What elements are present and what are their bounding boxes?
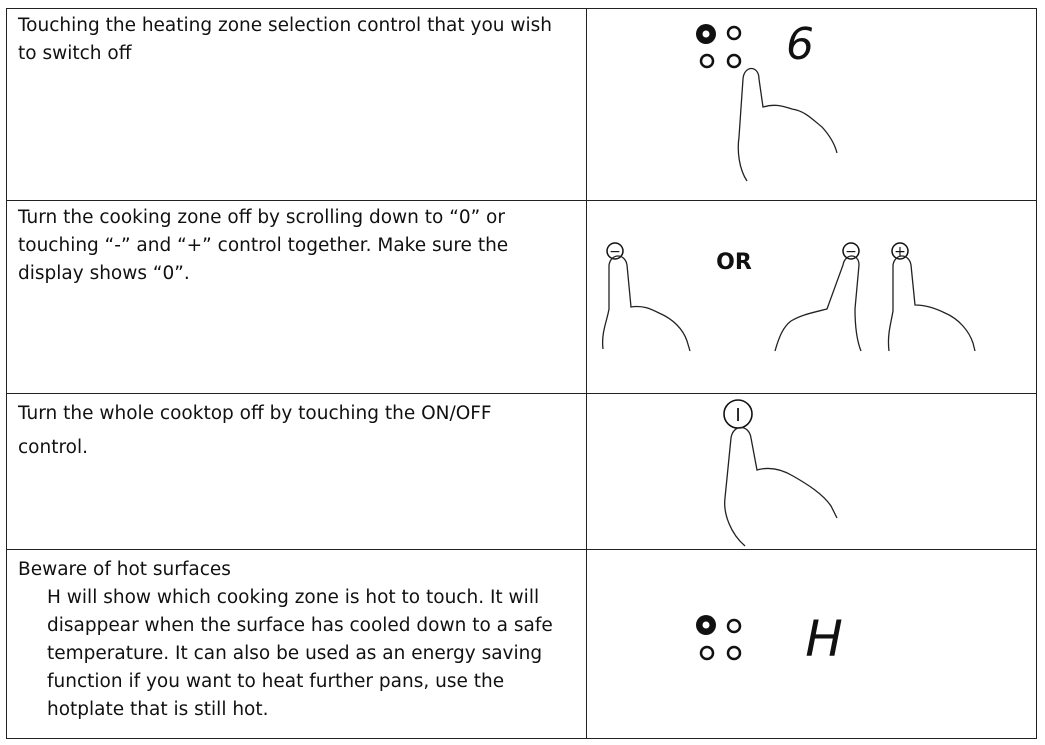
instruction-text: Touching the heating zone selection control that you wish to switch off (7, 9, 587, 200)
svg-text:−: − (609, 244, 621, 260)
instruction-text (7, 394, 587, 550)
table-row (7, 393, 1036, 550)
on-off-control-icon (724, 400, 752, 428)
pointing-hand-icon (888, 256, 975, 351)
minus-control-icon (607, 243, 623, 260)
illustration-cell (587, 201, 1036, 394)
illustration-cell (587, 394, 1036, 550)
display-letter: H (805, 610, 843, 668)
zone-selector-icon (696, 615, 740, 659)
table-row (7, 200, 1036, 394)
instruction-table (6, 8, 1037, 739)
instruction-text (7, 550, 587, 738)
illustration-cell (587, 9, 1036, 200)
pointing-hand-icon (725, 428, 837, 547)
zone-selector-icon (696, 24, 740, 67)
table-row (7, 9, 1036, 200)
pointing-hand-icon (603, 256, 690, 351)
display-digit: 6 (786, 19, 814, 70)
svg-text:−: − (845, 244, 857, 260)
instruction-text: Turn the cooking zone off by scrolling down to “0” or touching “-” and “+” control together. Make sure the display shows “0”. (7, 201, 587, 394)
section-heading: Beware of hot surfaces (18, 559, 231, 580)
illustration-cell (587, 550, 1036, 738)
table-row (7, 549, 1036, 738)
instruction-line: Turn the whole cooktop off by touching the ON/OFF (18, 403, 492, 424)
svg-text:I: I (735, 405, 741, 426)
instruction-line: control. (18, 437, 89, 458)
pointing-hand-icon (775, 256, 861, 351)
section-body: H will show which cooking zone is hot to touch. It will disappear when the surface has cooled down to a safe temperature. It can also be used as an energy saving function if you want to heat further pans, use the hotplate that is still hot. (47, 587, 553, 720)
svg-text:+: + (894, 244, 906, 260)
pointing-hand-icon (738, 69, 837, 182)
or-label: OR (716, 250, 752, 275)
